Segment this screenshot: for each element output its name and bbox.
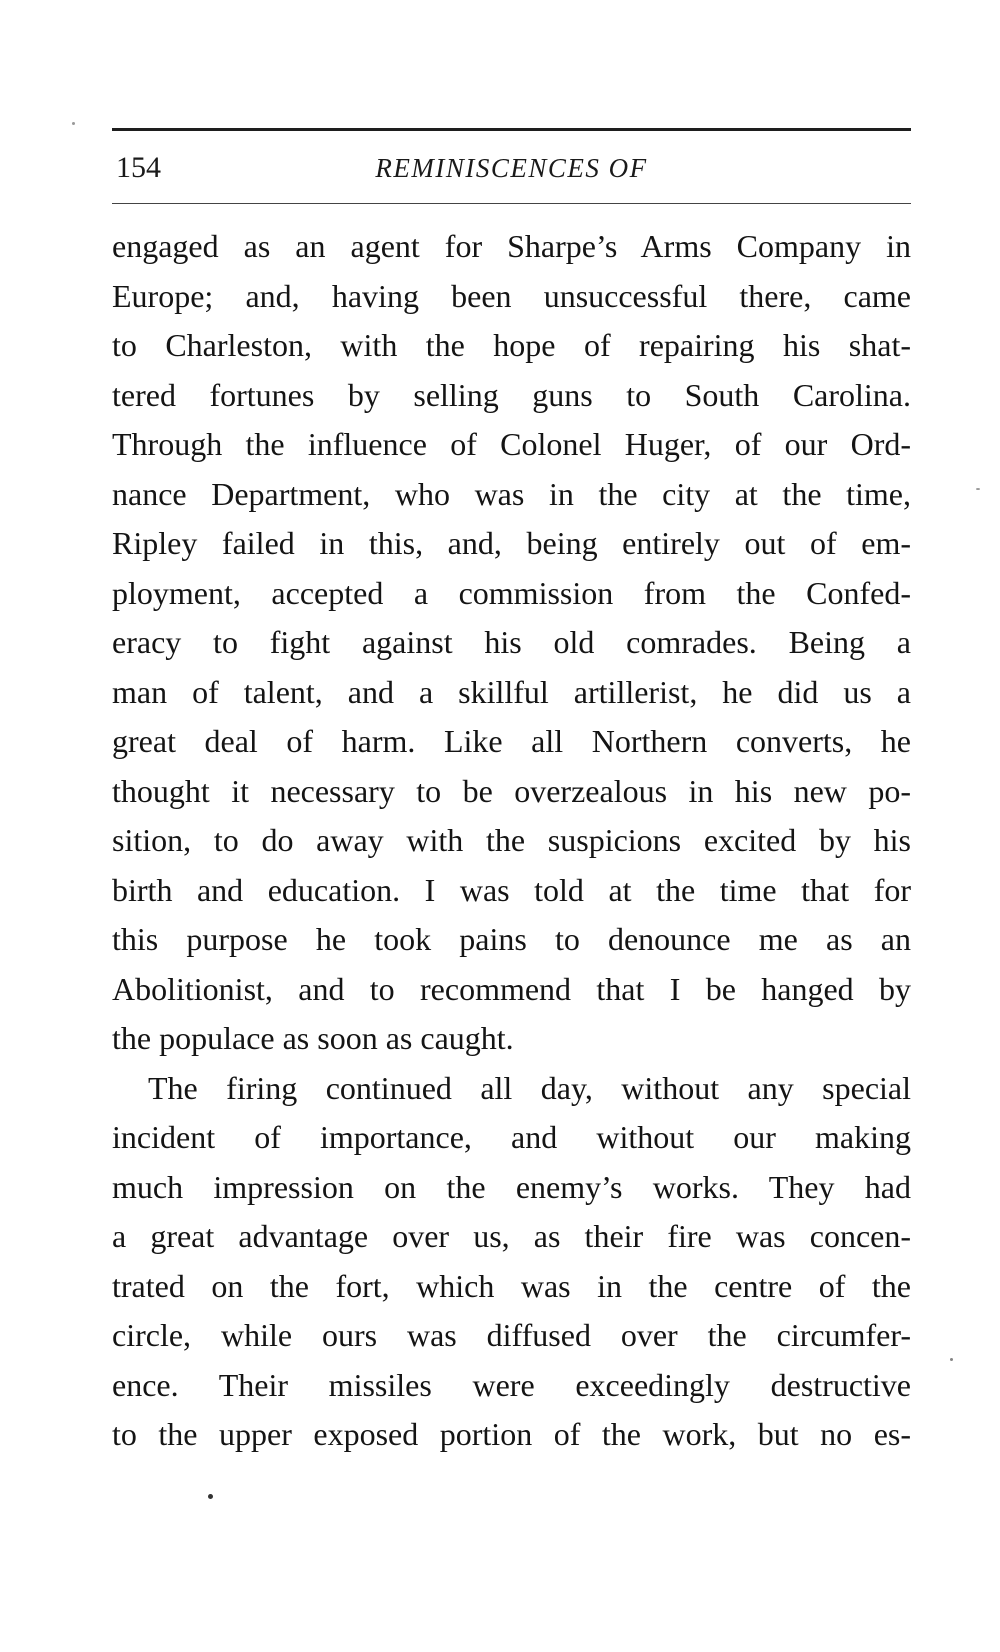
- text-line: birth and education. I was told at the time that for: [112, 871, 911, 908]
- text-line: Europe; and, having been unsuccessful there, came: [112, 277, 911, 314]
- text-line: engaged as an agent for Sharpe’s Arms Company in: [112, 228, 911, 264]
- scan-speck: [208, 1494, 213, 1499]
- page-header: [112, 148, 911, 188]
- text-line: trated on the fort, which was in the centre of the: [112, 1267, 911, 1304]
- text-line: this purpose he took pains to denounce me as an: [112, 921, 911, 957]
- text-line: man of talent, and a skillful artillerist, he did us a: [112, 673, 911, 710]
- header-top-rule: [112, 128, 911, 131]
- text-line: circle, while ours was diffused over the circumfer-: [112, 1317, 911, 1353]
- scan-speck: [950, 1358, 953, 1361]
- text-line: Ripley failed in this, and, being entirely out of em-: [112, 525, 911, 561]
- scan-speck: [976, 488, 980, 490]
- text-line: a great advantage over us, as their fire was concen-: [112, 1218, 911, 1254]
- page-number: 154: [116, 151, 161, 184]
- paragraph-1: [112, 222, 911, 1064]
- header-bottom-rule: [112, 203, 911, 204]
- paragraph-2: [112, 1064, 911, 1460]
- text-line: eracy to fight against his old comrades. Being a: [112, 624, 911, 660]
- text-line: ence. Their missiles were exceedingly destructive: [112, 1366, 911, 1403]
- text-line: to the upper exposed portion of the work, but no es-: [112, 1416, 911, 1452]
- text-line: Through the influence of Colonel Huger, of our Ord-: [112, 426, 911, 462]
- text-line: sition, to do away with the suspicions excited by his: [112, 822, 911, 858]
- running-head: REMINISCENCES OF: [375, 153, 648, 183]
- text-line: ployment, accepted a commission from the Confed-: [112, 574, 911, 611]
- text-line: nance Department, who was in the city at the time,: [112, 475, 911, 512]
- text-line: tered fortunes by selling guns to South Carolina.: [112, 376, 911, 413]
- text-line: The firing continued all day, without any special: [148, 1069, 911, 1106]
- text-line: great deal of harm. Like all Northern converts, he: [112, 723, 911, 759]
- text-line: incident of importance, and without our making: [112, 1119, 911, 1155]
- text-line: thought it necessary to be overzealous in his new po-: [112, 772, 911, 809]
- body-text: [112, 222, 911, 1460]
- text-line: the populace as soon as caught.: [112, 1020, 514, 1056]
- text-line: Abolitionist, and to recommend that I be hanged by: [112, 970, 911, 1007]
- text-line: to Charleston, with the hope of repairing his shat-: [112, 327, 911, 363]
- text-line: much impression on the enemy’s works. They had: [112, 1168, 911, 1205]
- scan-speck: [72, 122, 75, 125]
